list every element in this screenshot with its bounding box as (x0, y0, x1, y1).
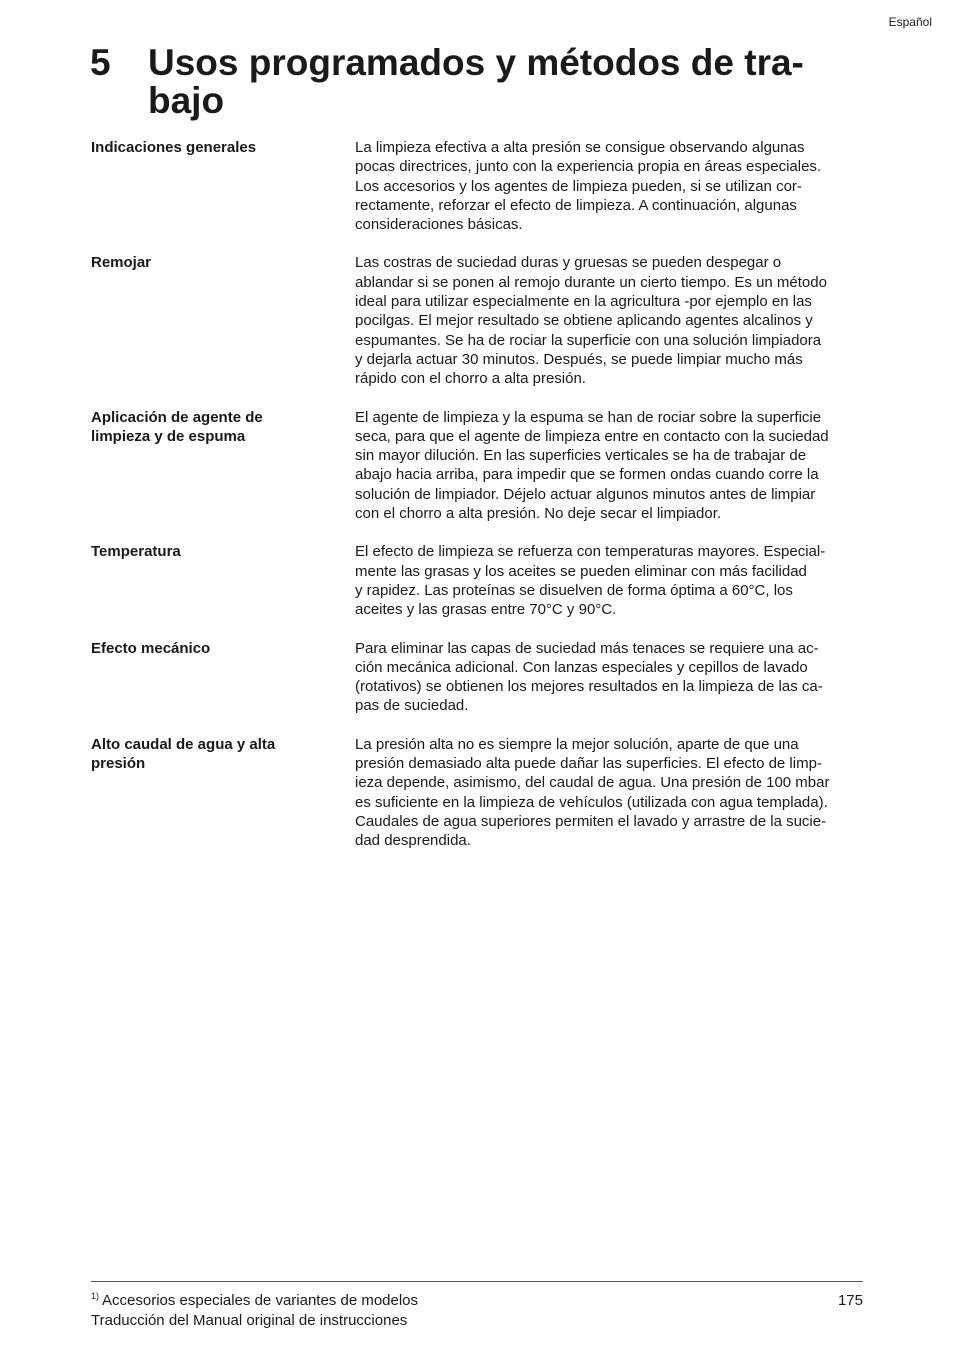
chapter-number: 5 (90, 42, 111, 83)
chapter-heading (90, 44, 870, 120)
page-footer (91, 1291, 863, 1331)
section-text: La presión alta no es siempre la mejor solución, aparte de que una presión demasiado alta puede dañar las superficies. El efecto de limp- ieza depende, asimismo, del caudal de agua. Una presión de 100 mbar es suficiente en la limpieza de vehículos (utilizada con agua templada). Caudales de agua superiores permiten el lavado y arrastre de la sucie- dad desprendida. (355, 735, 830, 850)
section-label: Alto caudal de agua y alta presión (91, 735, 276, 773)
page-number: 175 (837, 1292, 863, 1309)
language-label: Español (888, 15, 932, 29)
footnote-mark: 1) (91, 1291, 100, 1301)
footnote-row (91, 1291, 863, 1311)
section-text: Para eliminar las capas de suciedad más tenaces se requiere una ac- ción mecánica adicional. Con lanzas especiales y cepillos de lavado (rotativos) se obtienen los mejores resultados en la limpieza de las ca- pas de suciedad. (355, 639, 823, 715)
footnote-text: Accesorios especiales de variantes de modelos (102, 1292, 419, 1309)
chapter-title: Usos programados y métodos de tra- bajo (148, 42, 804, 121)
section-label: Aplicación de agente de limpieza y de espuma (91, 408, 263, 445)
translation-note: Traducción del Manual original de instrucciones (91, 1312, 408, 1329)
section-soaking (91, 253, 871, 388)
section-label: Temperatura (91, 543, 181, 561)
section-text: La limpieza efectiva a alta presión se consigue observando algunas pocas directrices, junto con la experiencia propia en áreas especiales. Los accesorios y los agentes de limpieza pueden, si se utilizan cor- rectamente, reforzar el efecto de limpieza. A continuación, algunas consideraciones básicas. (355, 139, 822, 234)
section-general (91, 138, 871, 234)
footnote (91, 1291, 418, 1311)
section-label: Efecto mecánico (91, 639, 211, 657)
section-detergent-foam (91, 408, 871, 524)
section-flow-pressure (91, 735, 871, 851)
section-label: Indicaciones generales (91, 139, 257, 156)
section-temperature (91, 542, 871, 619)
section-text: El agente de limpieza y la espuma se han de rociar sobre la superficie seca, para que el agente de limpieza entre en contacto con la suciedad sin mayor dilución. En las superficies verticales se ha de trabajar de abajo hacia arriba, para impedir que se formen ondas cuando corre la solución de limpiador. Déjelo actuar algunos minutos antes de limpiar con el chorro a alta presión. No deje secar el limpiador. (355, 408, 829, 523)
footer-divider (91, 1281, 863, 1282)
section-label: Remojar (91, 254, 152, 272)
section-text: Las costras de suciedad duras y gruesas se pueden despegar o ablandar si se ponen al remojo durante un cierto tiempo. Es un método ideal para utilizar especialmente en la agricultura -por ejemplo en las pocilgas. El mejor resultado se obtiene aplicando agentes alcalinos y espumantes. Se ha de rociar la superficie con una solución limpiadora y dejarla actuar 30 minutos. Después, se puede limpiar mucho más rápido con el chorro a alta presión. (355, 254, 827, 388)
section-list (91, 138, 871, 870)
section-mechanical-effect (91, 639, 871, 716)
section-text: El efecto de limpieza se refuerza con temperaturas mayores. Especial- mente las grasas y los aceites se pueden eliminar con más facilidad y rapidez. Las proteínas se disuelven de forma óptima a 60°C, los aceites y las grasas entre 70°C y 90°C. (355, 543, 826, 619)
